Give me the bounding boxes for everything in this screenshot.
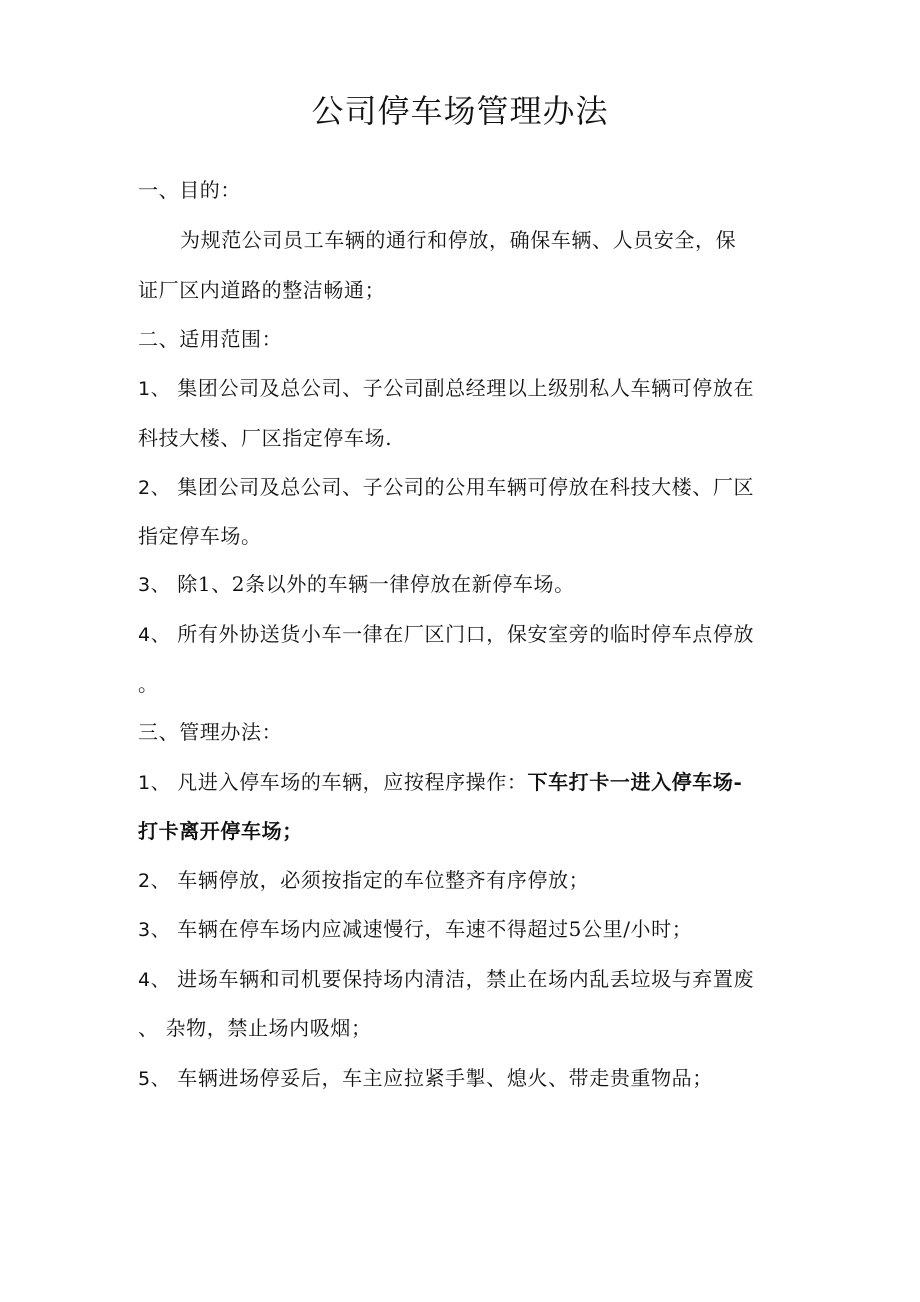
- management-item-4: [138, 965, 754, 994]
- management-item-3: [138, 915, 692, 944]
- purpose-text-line-2: 证厂区内道路的整洁畅通；: [138, 278, 386, 302]
- management-item-5: [138, 1064, 713, 1093]
- section-heading-management: 三、管理办法：: [138, 720, 283, 744]
- scope-item-2-number: 2、: [138, 477, 171, 499]
- section-heading-scope: 二、适用范围：: [138, 327, 283, 351]
- scope-item-2-text: 集团公司及总公司、子公司的公用车辆可停放在科技大楼、厂区: [177, 475, 755, 499]
- management-item-2: [138, 866, 589, 895]
- management-item-1-number: 1、: [138, 772, 171, 794]
- scope-item-1: [138, 374, 754, 403]
- scope-item-3-number: 3、: [138, 574, 171, 596]
- purpose-text-line-1: 为规范公司员工车辆的通行和停放，确保车辆、人员安全，保: [180, 228, 737, 252]
- management-item-1-text: 凡进入停车场的车辆，应按程序操作：: [177, 770, 528, 794]
- scope-item-4-text: 所有外协送货小车一律在厂区门口，保安室旁的临时停车点停放: [177, 622, 755, 646]
- scope-item-1-number: 1、: [138, 378, 171, 400]
- scope-item-2: [138, 473, 754, 502]
- management-item-4-text: 进场车辆和司机要保持场内清洁，禁止在场内乱丢垃圾与弃置废: [177, 967, 755, 991]
- section-heading-purpose: 一、目的：: [138, 178, 241, 202]
- management-item-3-number: 3、: [138, 919, 171, 941]
- management-item-5-text: 车辆进场停妥后，车主应拉紧手掣、熄火、带走贵重物品；: [177, 1066, 713, 1090]
- scope-item-2-line-2: 指定停车场。: [138, 524, 262, 548]
- management-item-3-text: 车辆在停车场内应减速慢行，车速不得超过5公里/小时；: [177, 917, 693, 941]
- scope-item-1-line-2: 科技大楼、厂区指定停车场.: [138, 426, 393, 450]
- management-item-2-number: 2、: [138, 870, 171, 892]
- scope-item-4: [138, 620, 754, 649]
- management-item-2-text: 车辆停放，必须按指定的车位整齐有序停放；: [177, 868, 590, 892]
- scope-item-4-line-2: 。: [138, 672, 159, 696]
- management-item-1-line-2: 打卡离开停车场；: [138, 819, 303, 843]
- management-item-5-number: 5、: [138, 1068, 171, 1090]
- management-item-4-number: 4、: [138, 969, 171, 991]
- scope-item-3-text: 除1、2条以外的车辆一律停放在新停车场。: [177, 572, 575, 596]
- management-item-1: [138, 768, 742, 797]
- scope-item-4-number: 4、: [138, 624, 171, 646]
- document-title: 公司停车场管理办法: [311, 92, 609, 130]
- management-item-1-bold-text: 下车打卡一进入停车场-: [527, 770, 743, 794]
- scope-item-1-text: 集团公司及总公司、子公司副总经理以上级别私人车辆可停放在: [177, 376, 755, 400]
- scope-item-3: [138, 570, 575, 599]
- management-item-4-line-2: 、 杂物，禁止场内吸烟；: [138, 1016, 372, 1040]
